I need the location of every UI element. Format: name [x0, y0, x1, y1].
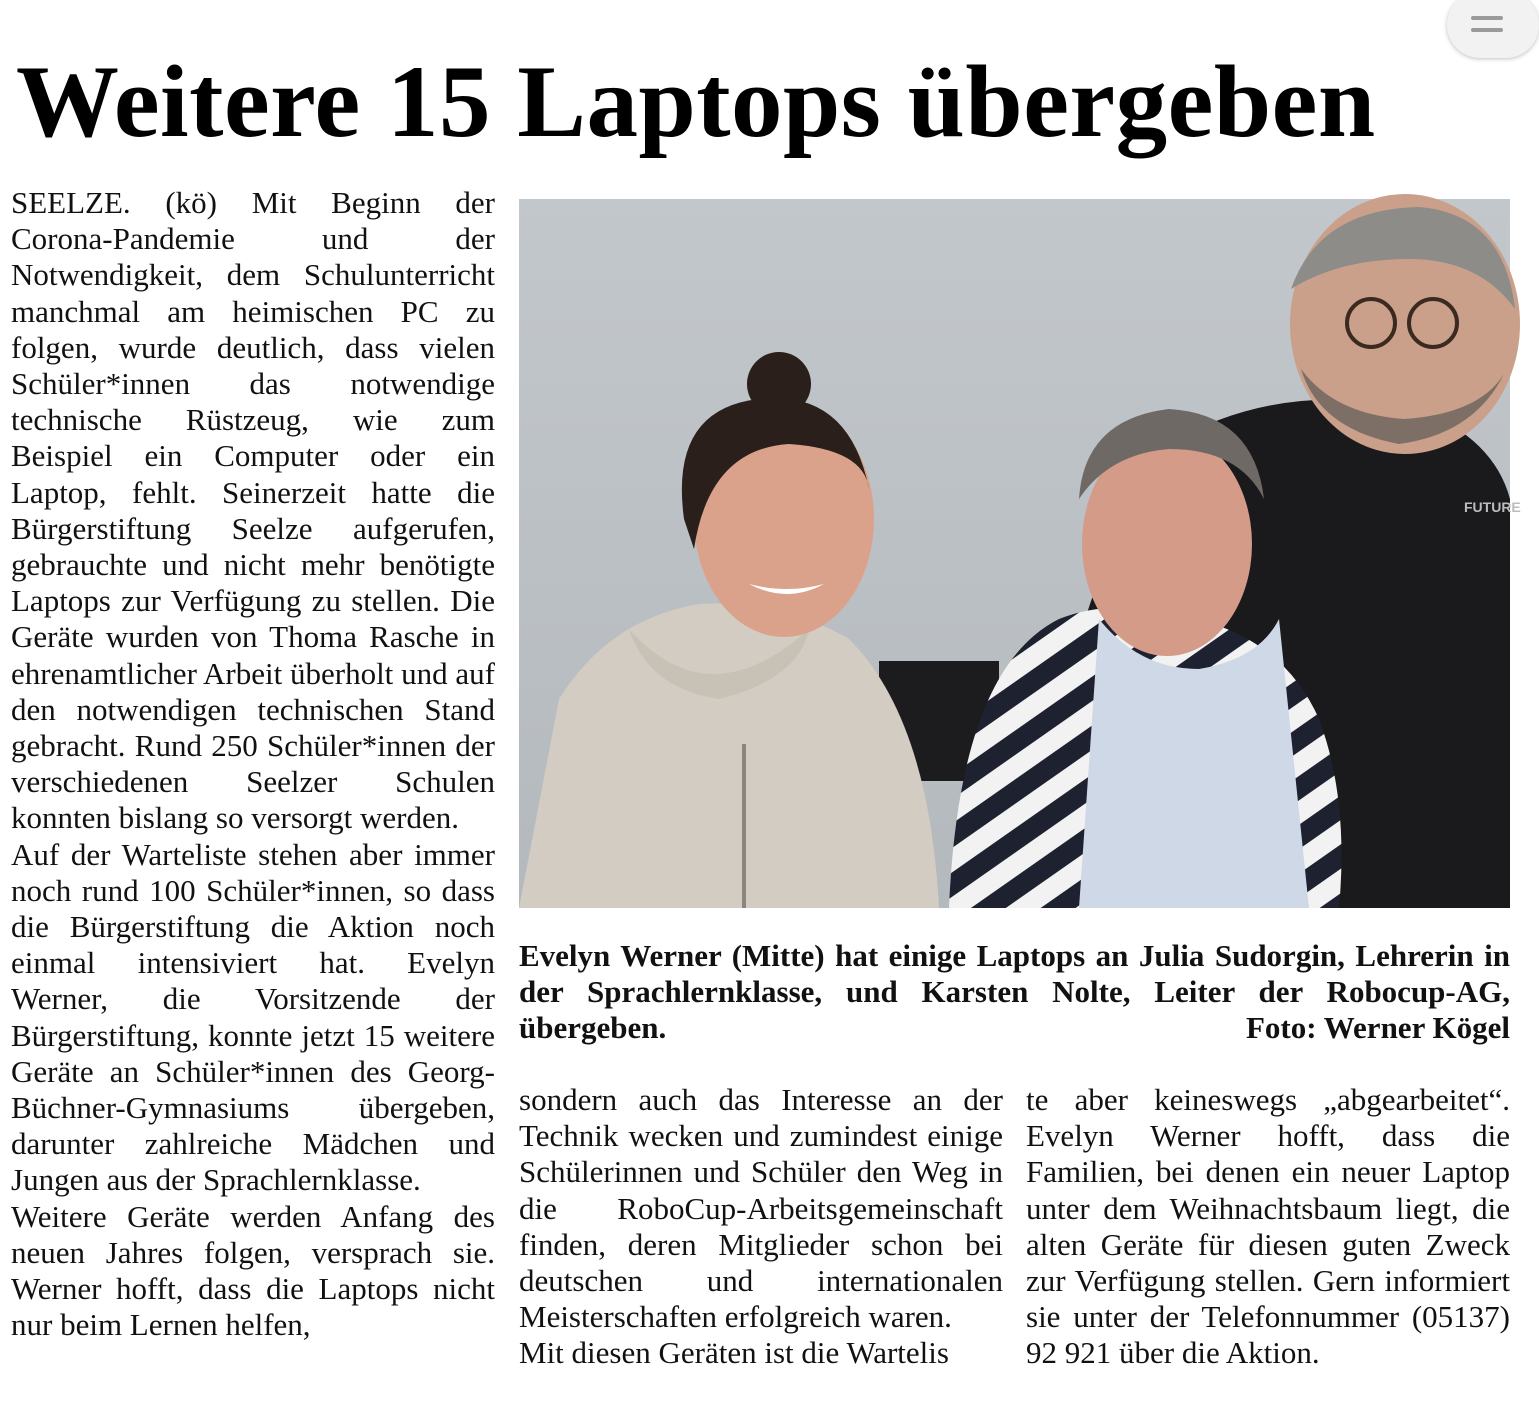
paragraph: te aber keineswegs „abgearbeitet“. Evelyn Werner hofft, dass die Familien, bei denen ein neuer Laptop unter dem Weihnachtsbaum liegt, die alten Geräte für diesen guten Zweck zur Verfügung stellen. Gern informiert sie unter der Telefonnummer (05137) 92 921 über die Aktion.	[1026, 1082, 1510, 1371]
article-column-1	[11, 185, 495, 1424]
shirt-print: FUTURE	[1464, 499, 1521, 515]
paragraph: Auf der Warteliste stehen aber immer noch rund 100 Schüler*innen, so dass die Bürgerstiftung die Aktion noch einmal intensiviert hat. Evelyn Werner, die Vorsitzende der Bürgerstiftung, konnte jetzt 15 weitere Geräte an Schüler*innen des Georg-Büchner-Gymnasiums übergeben, darunter zahlreiche Mädchen und Jungen aus der Sprachlernklasse.	[11, 836, 495, 1198]
caption-text: Evelyn Werner (Mitte) hat einige Laptops an Julia Sudorgin, Lehrerin in der Sprachlernklasse, und Karsten Nolte, Leiter der Robocup-AG, übergeben.	[519, 938, 1510, 1046]
article-photo	[519, 199, 1521, 908]
paragraph: Weitere Geräte werden Anfang des neuen Jahres folgen, versprach sie. Werner hofft, dass die Laptops nicht nur beim Lernen helfen,	[11, 1198, 495, 1343]
photo-illustration	[519, 199, 1521, 908]
paragraph: SEELZE. (kö) Mit Beginn der Corona-Pandemie und der Notwendigkeit, dem Schulunterricht manchmal am heimischen PC zu folgen, wurde deutlich, dass vielen Schüler*innen das notwendige technische Rüstzeug, wie zum Beispiel ein Computer oder ein Laptop, fehlt. Seinerzeit hatte die Bürgerstiftung Seelze aufgerufen, gebrauchte und nicht mehr benötigte Laptops zur Verfügung zu stellen. Die Geräte wurden von Thoma Rasche in ehrenamtlicher Arbeit überholt und auf den notwendigen technischen Stand gebracht. Rund 250 Schüler*innen der verschiedenen Seelzer Schulen konnten bislang so versorgt werden.	[11, 185, 495, 836]
article-column-2	[519, 1082, 1003, 1372]
menu-line-icon	[1471, 28, 1503, 32]
photo-caption	[519, 938, 1510, 1047]
paragraph: Mit diesen Geräten ist die Wartelis	[519, 1335, 949, 1371]
paragraph: sondern auch das Interesse an der Technik wecken und zumindest einige Schülerinnen und Schüler den Weg in die RoboCup-Arbeitsgemeinschaft finden, deren Mitglieder schon bei deutschen und internationalen Meisterschaften erfolgreich waren.	[519, 1082, 1003, 1335]
headline: Weitere 15 Laptops übergeben	[16, 45, 1376, 159]
article-column-3	[1026, 1082, 1510, 1372]
menu-line-icon	[1471, 16, 1503, 20]
photo-credit: Foto: Werner Kögel	[1245, 1010, 1510, 1046]
